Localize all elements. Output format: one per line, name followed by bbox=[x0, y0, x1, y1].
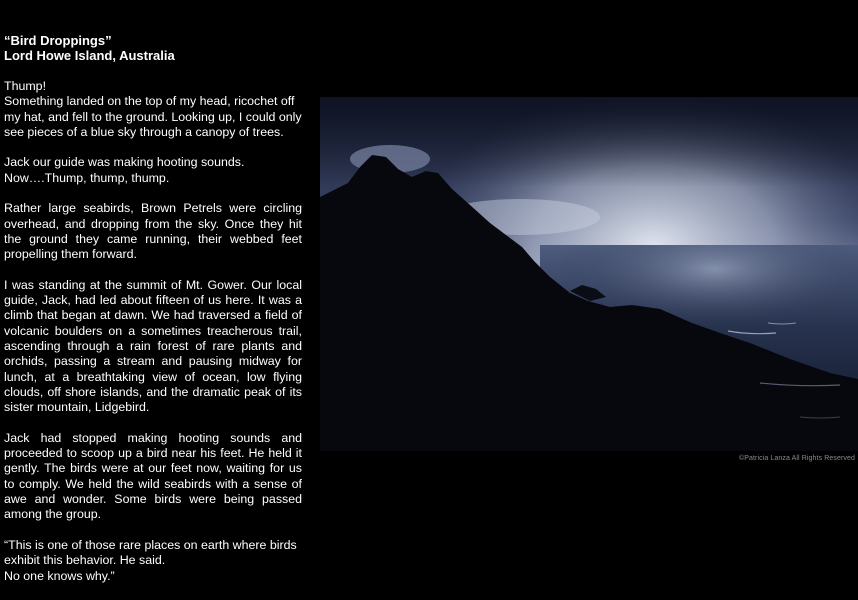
story-location: Lord Howe Island, Australia bbox=[4, 48, 175, 63]
story-title: “Bird Droppings” bbox=[4, 33, 112, 48]
paragraph-2-line-1: Jack our guide was making hooting sounds. bbox=[4, 155, 245, 170]
paragraph-6-line-1: “This is one of those rare places on earth where birds exhibit this behavior. He said. bbox=[4, 537, 297, 568]
paragraph-6-line-2: No one knows why.” bbox=[4, 568, 115, 583]
paragraph-4: I was standing at the summit of Mt. Gower. Our local guide, Jack, had led about fifteen of us here. It was a climb that began at dawn. We had traversed a field of volcanic boulders on a sometimes treacherous trail, ascending through a rain forest of rare plants and orchids, passing a stream and pausing midway for lunch, at a breathtaking view of ocean, low flying clouds, off shore islands, and the dramatic peak of its sister mountain, Lidgebird. bbox=[4, 277, 302, 415]
photo-credit: ©Patricia Lanza All Rights Reserved bbox=[738, 455, 855, 462]
paragraph-5: Jack had stopped making hooting sounds and proceeded to scoop up a bird near his feet. He held it gently. The birds were at our feet now, waiting for us to comply. We held the wild seabirds with a sense of awe and wonder. Some birds were being passed among the group. bbox=[4, 430, 302, 522]
mountain-photo bbox=[320, 97, 858, 451]
paragraph-6 bbox=[4, 538, 302, 584]
story-header bbox=[4, 33, 304, 63]
paragraph-2-line-2: Now….Thump, thump, thump. bbox=[4, 170, 170, 185]
mountain-photo-image bbox=[320, 97, 858, 451]
story-text bbox=[4, 79, 302, 599]
paragraph-1-line-2: Something landed on the top of my head, ricochet off my hat, and fell to the ground. Looking up, I could only see pieces of a blue sky through a canopy of trees. bbox=[4, 94, 302, 139]
paragraph-1-line-1: Thump! bbox=[4, 79, 47, 93]
paragraph-3: Rather large seabirds, Brown Petrels were circling overhead, and dropping from the sky. Once they hit the ground they came running, their webbed feet propelling them forward. bbox=[4, 201, 302, 262]
paragraph-2 bbox=[4, 155, 302, 186]
paragraph-1 bbox=[4, 79, 302, 140]
